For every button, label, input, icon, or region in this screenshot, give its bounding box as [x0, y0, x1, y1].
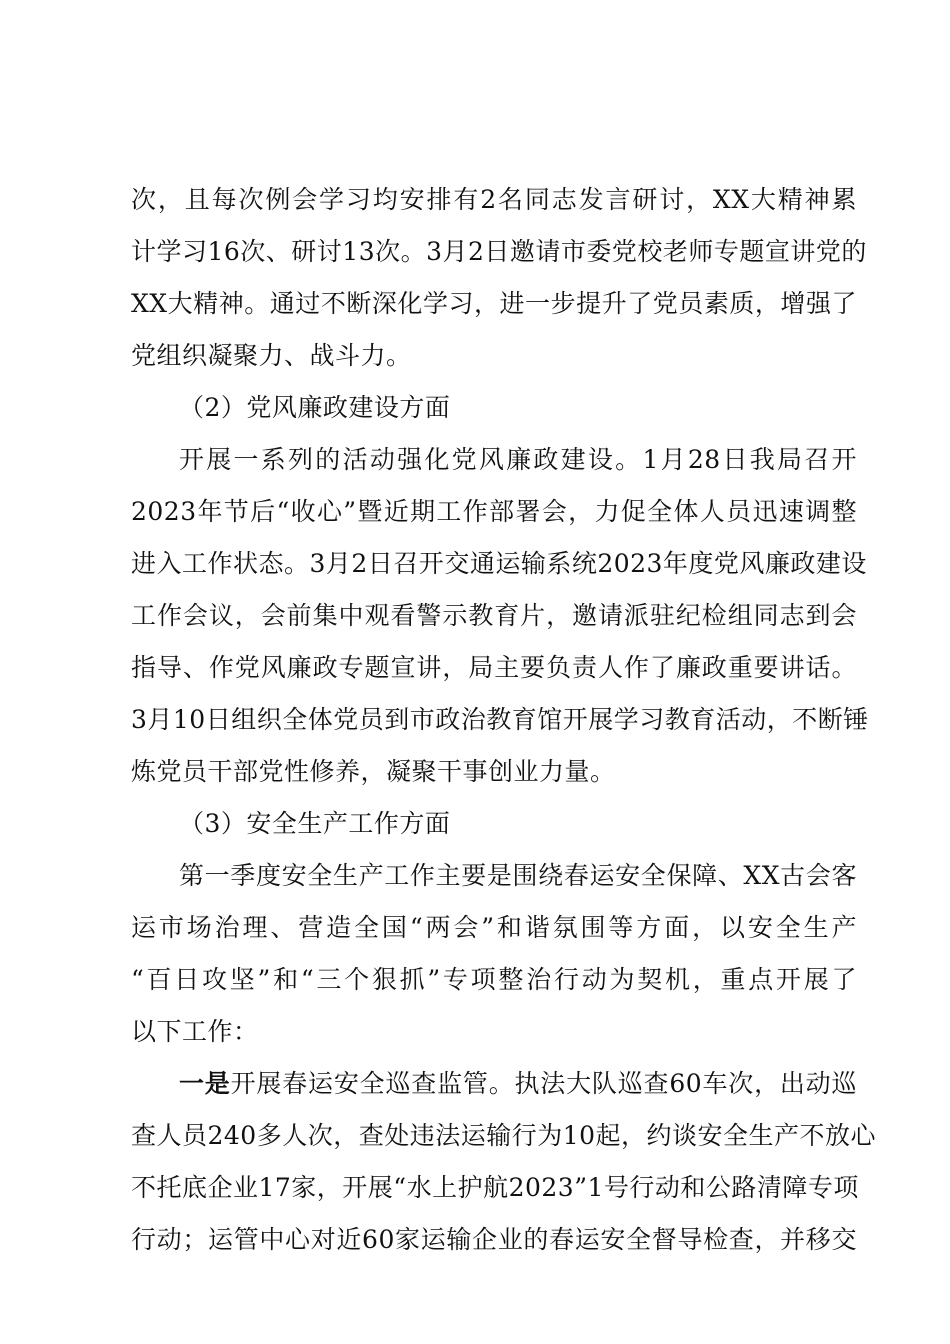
text-line: 次，且每次例会学习均安排有2名同志发言研讨，XX大精神累 — [131, 185, 857, 214]
text-line: 3月10日组织全体党员到市政治教育馆开展学习教育活动，不断锤 — [131, 705, 869, 734]
text-line: 计学习16次、研讨13次。3月2日邀请市委党校老师专题宣讲党的 — [131, 237, 867, 266]
text-line: 进入工作状态。3月2日召开交通运输系统2023年度党风廉政建设 — [131, 549, 867, 578]
section-heading: （3）安全生产工作方面 — [179, 809, 451, 838]
text-line: 指导、作党风廉政专题宣讲，局主要负责人作了廉政重要讲话。 — [131, 653, 857, 682]
text-line: XX大精神。通过不断深化学习，进一步提升了党员素质，增强了 — [131, 289, 857, 318]
text-line: “百日攻坚”和“三个狠抓”专项整治行动为契机，重点开展了 — [131, 965, 857, 994]
text-line: 查人员240多人次，查处违法运输行为10起，约谈安全生产不放心 — [131, 1121, 877, 1150]
text-line: 工作会议，会前集中观看警示教育片，邀请派驻纪检组同志到会 — [131, 601, 857, 630]
text-line: 第一季度安全生产工作主要是围绕春运安全保障、XX古会客 — [179, 861, 857, 890]
emphasis-lead: 一是 — [179, 1069, 231, 1098]
text-line: 行动；运管中心对近60家运输企业的春运安全督导检查，并移交 — [131, 1225, 857, 1254]
text-line: 党组织凝聚力、战斗力。 — [131, 341, 412, 370]
text-line: 炼党员干部党性修养，凝聚干事创业力量。 — [131, 757, 616, 786]
text-line: 以下工作： — [131, 1017, 259, 1046]
text-line: 2023年节后“收心”暨近期工作部署会，力促全体人员迅速调整 — [131, 497, 857, 526]
text-line: 运市场治理、营造全国“两会”和谐氛围等方面，以安全生产 — [131, 913, 857, 942]
section-heading: （2）党风廉政建设方面 — [179, 393, 451, 422]
text-line — [179, 1067, 857, 1101]
text-line: 开展一系列的活动强化党风廉政建设。1月28日我局召开 — [179, 445, 857, 474]
text-line-rest: 开展春运安全巡查监管。执法大队巡查60车次，出动巡 — [230, 1069, 857, 1098]
text-line: 不托底企业17家，开展“水上护航2023”1号行动和公路清障专项 — [131, 1173, 859, 1202]
